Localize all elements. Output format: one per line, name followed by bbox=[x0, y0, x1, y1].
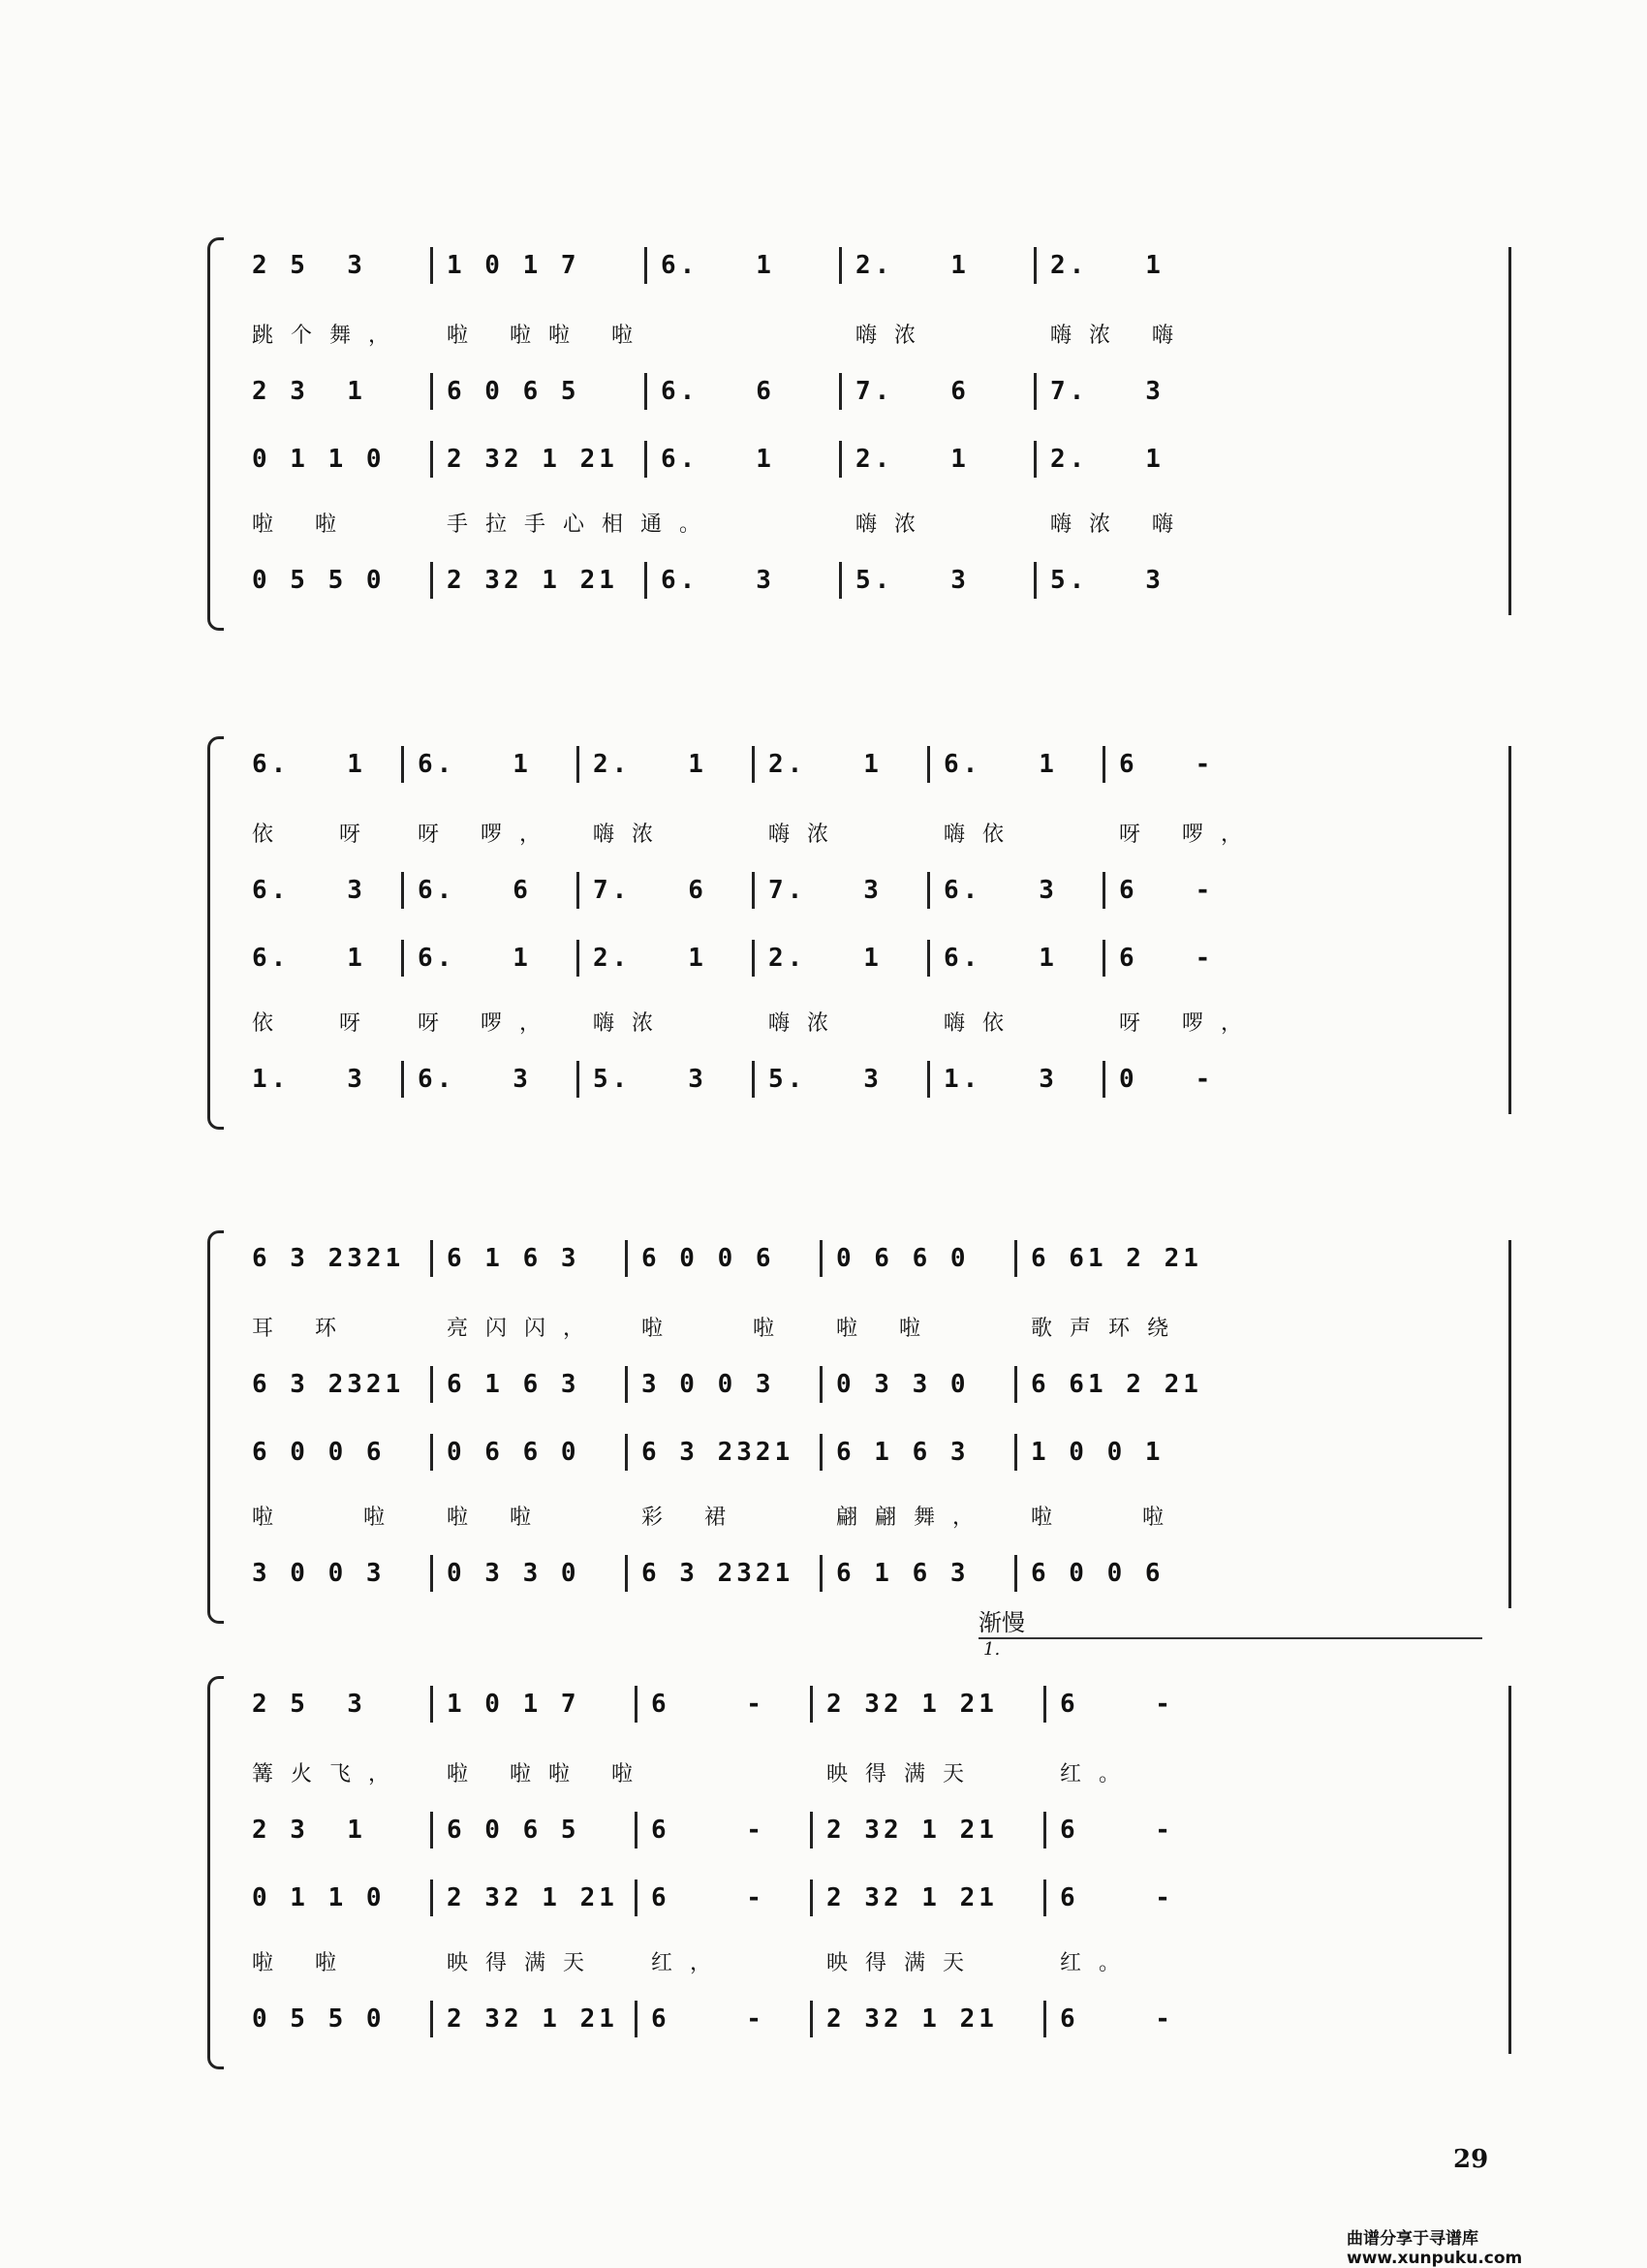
lyrics-row bbox=[252, 1754, 1482, 1790]
score-system bbox=[213, 247, 1482, 644]
lyrics-row bbox=[252, 1497, 1482, 1534]
measure-notes: 2. 1 bbox=[768, 944, 883, 973]
barline bbox=[752, 746, 755, 783]
measure-notes: 5. 3 bbox=[855, 566, 970, 595]
measure-notes: 6. 1 bbox=[661, 251, 775, 280]
measure-notes: 1. 3 bbox=[944, 1065, 1058, 1094]
barline bbox=[1034, 441, 1037, 478]
notation-row bbox=[252, 872, 1482, 909]
barline bbox=[625, 1366, 628, 1403]
measure-notes: 6 - bbox=[1119, 944, 1215, 973]
system-brace bbox=[207, 237, 224, 631]
barline bbox=[430, 1686, 433, 1723]
measure-notes: 7. 3 bbox=[768, 876, 883, 905]
measure-notes: 7. 6 bbox=[593, 876, 707, 905]
measure-notes: 5. 3 bbox=[768, 1065, 883, 1094]
barline bbox=[401, 1061, 404, 1098]
lyrics-row bbox=[252, 1308, 1482, 1345]
barline bbox=[839, 562, 842, 599]
measure-notes: 6 0 0 6 bbox=[252, 1438, 386, 1467]
measure-notes: 7. 6 bbox=[855, 377, 970, 406]
barline bbox=[576, 1061, 579, 1098]
measure-lyrics: 嗨浓 bbox=[768, 822, 847, 847]
measure-lyrics: 啦 啦啦 啦 bbox=[447, 323, 650, 348]
barline bbox=[430, 373, 433, 410]
barline bbox=[1034, 247, 1037, 284]
measure-notes: 6 - bbox=[1060, 1883, 1174, 1912]
measure-lyrics: 手拉手心相通。 bbox=[447, 512, 719, 537]
measure-lyrics: 嗨浓 bbox=[855, 512, 934, 537]
measure-notes: 2. 1 bbox=[768, 750, 883, 779]
measure-notes: 6 - bbox=[651, 1690, 765, 1719]
barline bbox=[644, 562, 647, 599]
measure-notes: 0 1 1 0 bbox=[252, 1883, 386, 1912]
lyrics-row bbox=[252, 315, 1482, 352]
measure-lyrics: 歌声环绕 bbox=[1031, 1316, 1187, 1341]
barline bbox=[752, 940, 755, 977]
barline bbox=[1014, 1366, 1017, 1403]
measure-notes: 6 - bbox=[1119, 876, 1215, 905]
barline bbox=[635, 1880, 637, 1916]
barline bbox=[635, 1686, 637, 1723]
measure-notes: 6 1 6 3 bbox=[836, 1559, 970, 1588]
final-barline bbox=[1508, 247, 1511, 615]
notation-row bbox=[252, 1812, 1482, 1849]
measure-notes: 6. 3 bbox=[418, 1065, 532, 1094]
measure-notes: 6 3 2321 bbox=[252, 1370, 405, 1399]
measure-notes: 6. 1 bbox=[418, 944, 532, 973]
measure-lyrics: 映得满天 bbox=[826, 1950, 982, 1975]
barline bbox=[625, 1240, 628, 1277]
barline bbox=[576, 746, 579, 783]
measure-lyrics: 嗨浓 嗨 bbox=[1050, 512, 1191, 537]
barline bbox=[810, 1880, 813, 1916]
barline bbox=[644, 373, 647, 410]
measure-notes: 5. 3 bbox=[593, 1065, 707, 1094]
measure-lyrics: 嗨依 bbox=[944, 1010, 1022, 1036]
measure-notes: 2 5 3 bbox=[252, 251, 366, 280]
measure-notes: 2 32 1 21 bbox=[826, 2004, 998, 2034]
measure-lyrics: 呀 啰， bbox=[418, 1010, 558, 1036]
barline bbox=[1043, 2001, 1046, 2037]
barline bbox=[401, 746, 404, 783]
measure-notes: 0 5 5 0 bbox=[252, 566, 386, 595]
lyrics-row bbox=[252, 1942, 1482, 1979]
barline bbox=[576, 940, 579, 977]
measure-notes: 5. 3 bbox=[1050, 566, 1165, 595]
lyrics-row bbox=[252, 504, 1482, 541]
measure-notes: 6 - bbox=[1119, 750, 1215, 779]
barline bbox=[927, 1061, 930, 1098]
measure-notes: 6. 6 bbox=[661, 377, 775, 406]
measure-lyrics: 红。 bbox=[1060, 1761, 1138, 1786]
measure-notes: 7. 3 bbox=[1050, 377, 1165, 406]
barline bbox=[430, 1880, 433, 1916]
measure-lyrics: 啦 啦啦 啦 bbox=[447, 1761, 650, 1786]
measure-lyrics: 依 呀 bbox=[252, 1010, 378, 1036]
notation-row bbox=[252, 1366, 1482, 1403]
measure-notes: 0 3 3 0 bbox=[836, 1370, 970, 1399]
barline bbox=[927, 746, 930, 783]
final-barline bbox=[1508, 1686, 1511, 2054]
score-system bbox=[213, 1240, 1482, 1637]
barline bbox=[839, 373, 842, 410]
barline bbox=[752, 872, 755, 909]
barline bbox=[1014, 1555, 1017, 1592]
measure-notes: 6. 3 bbox=[661, 566, 775, 595]
footer-watermark: 曲谱分享于寻谱库 www.xunpuku.com bbox=[1347, 2229, 1523, 2268]
measure-notes: 1 0 1 7 bbox=[447, 251, 580, 280]
measure-notes: 6 3 2321 bbox=[641, 1438, 794, 1467]
barline bbox=[1034, 562, 1037, 599]
measure-lyrics: 篝火飞， bbox=[252, 1761, 408, 1786]
notation-row bbox=[252, 2001, 1482, 2037]
system-brace bbox=[207, 1676, 224, 2069]
measure-lyrics: 啦 啦 bbox=[252, 1505, 402, 1530]
barline bbox=[927, 940, 930, 977]
measure-notes: 2 32 1 21 bbox=[826, 1816, 998, 1845]
measure-notes: 6. 3 bbox=[944, 876, 1058, 905]
measure-notes: 1 0 1 7 bbox=[447, 1690, 580, 1719]
barline bbox=[1043, 1812, 1046, 1849]
barline bbox=[430, 441, 433, 478]
notation-row bbox=[252, 940, 1482, 977]
barline bbox=[644, 441, 647, 478]
measure-lyrics: 亮闪闪， bbox=[447, 1316, 603, 1341]
measure-lyrics: 啦 啦 bbox=[641, 1316, 792, 1341]
final-barline bbox=[1508, 1240, 1511, 1608]
measure-notes: 6. 1 bbox=[252, 750, 366, 779]
barline bbox=[810, 2001, 813, 2037]
measure-notes: 6 0 6 5 bbox=[447, 1816, 580, 1845]
barline bbox=[430, 1555, 433, 1592]
measure-notes: 2. 1 bbox=[593, 944, 707, 973]
measure-notes: 6 - bbox=[651, 1883, 765, 1912]
measure-lyrics: 呀 啰， bbox=[1119, 1010, 1259, 1036]
barline bbox=[625, 1434, 628, 1471]
measure-lyrics: 嗨浓 bbox=[593, 822, 671, 847]
measure-lyrics: 啦 啦 bbox=[836, 1316, 938, 1341]
notation-row bbox=[252, 1880, 1482, 1916]
measure-notes: 2 32 1 21 bbox=[826, 1690, 998, 1719]
measure-notes: 2. 1 bbox=[1050, 251, 1165, 280]
measure-notes: 6 0 0 6 bbox=[641, 1244, 775, 1273]
measure-lyrics: 跳个舞， bbox=[252, 323, 408, 348]
measure-lyrics: 耳 环 bbox=[252, 1316, 354, 1341]
measure-notes: 1 0 0 1 bbox=[1031, 1438, 1165, 1467]
barline bbox=[1103, 872, 1105, 909]
barline bbox=[430, 247, 433, 284]
barline bbox=[625, 1555, 628, 1592]
measure-lyrics: 彩 裙 bbox=[641, 1505, 743, 1530]
measure-notes: 0 1 1 0 bbox=[252, 445, 386, 474]
measure-notes: 6. 3 bbox=[252, 876, 366, 905]
measure-lyrics: 红。 bbox=[1060, 1950, 1138, 1975]
measure-notes: 6. 6 bbox=[418, 876, 532, 905]
measure-notes: 6 - bbox=[651, 1816, 765, 1845]
barline bbox=[430, 1366, 433, 1403]
barline bbox=[576, 872, 579, 909]
barline bbox=[1103, 746, 1105, 783]
system-brace bbox=[207, 736, 224, 1130]
measure-lyrics: 呀 啰， bbox=[1119, 822, 1259, 847]
barline bbox=[430, 1434, 433, 1471]
measure-notes: 6. 1 bbox=[252, 944, 366, 973]
notation-row bbox=[252, 562, 1482, 599]
measure-notes: 6 0 6 5 bbox=[447, 377, 580, 406]
measure-notes: 0 6 6 0 bbox=[836, 1244, 970, 1273]
measure-notes: 3 0 0 3 bbox=[641, 1370, 775, 1399]
notation-row bbox=[252, 1434, 1482, 1471]
measure-lyrics: 嗨依 bbox=[944, 822, 1022, 847]
barline bbox=[644, 247, 647, 284]
system-brace bbox=[207, 1230, 224, 1624]
measure-lyrics: 啦 啦 bbox=[1031, 1505, 1181, 1530]
measure-lyrics: 红， bbox=[651, 1950, 730, 1975]
measure-lyrics: 映得满天 bbox=[826, 1761, 982, 1786]
measure-notes: 3 0 0 3 bbox=[252, 1559, 386, 1588]
measure-notes: 6 61 2 21 bbox=[1031, 1370, 1202, 1399]
notation-row bbox=[252, 247, 1482, 284]
barline bbox=[839, 247, 842, 284]
tempo-marking: 渐慢 bbox=[979, 1609, 1025, 1636]
barline bbox=[1014, 1240, 1017, 1277]
lyrics-row bbox=[252, 814, 1482, 851]
measure-lyrics: 映得满天 bbox=[447, 1950, 603, 1975]
notation-row bbox=[252, 441, 1482, 478]
barline bbox=[810, 1812, 813, 1849]
measure-notes: 2 3 1 bbox=[252, 1816, 366, 1845]
measure-notes: 2 32 1 21 bbox=[447, 1883, 618, 1912]
notation-row bbox=[252, 746, 1482, 783]
measure-notes: 2. 1 bbox=[855, 445, 970, 474]
barline bbox=[401, 940, 404, 977]
lyrics-row bbox=[252, 1003, 1482, 1040]
measure-notes: 2 32 1 21 bbox=[447, 2004, 618, 2034]
final-barline bbox=[1508, 746, 1511, 1114]
barline bbox=[1103, 1061, 1105, 1098]
page-number: 29 bbox=[1453, 2145, 1489, 2174]
score-system bbox=[213, 746, 1482, 1143]
measure-notes: 6 1 6 3 bbox=[447, 1370, 580, 1399]
measure-notes: 2. 1 bbox=[593, 750, 707, 779]
measure-notes: 6. 1 bbox=[661, 445, 775, 474]
measure-notes: 6 61 2 21 bbox=[1031, 1244, 1202, 1273]
measure-lyrics: 啦 啦 bbox=[252, 1950, 354, 1975]
barline bbox=[752, 1061, 755, 1098]
barline bbox=[430, 562, 433, 599]
notation-row bbox=[252, 1686, 1482, 1723]
measure-notes: 0 3 3 0 bbox=[447, 1559, 580, 1588]
measure-lyrics: 翩翩舞， bbox=[836, 1505, 992, 1530]
measure-notes: 2 5 3 bbox=[252, 1690, 366, 1719]
measure-notes: 2. 1 bbox=[1050, 445, 1165, 474]
barline bbox=[635, 2001, 637, 2037]
measure-lyrics: 嗨浓 bbox=[593, 1010, 671, 1036]
measure-notes: 6 - bbox=[1060, 1816, 1174, 1845]
barline bbox=[1043, 1880, 1046, 1916]
measure-notes: 6 - bbox=[1060, 1690, 1174, 1719]
measure-notes: 6 - bbox=[1060, 2004, 1174, 2034]
measure-lyrics: 呀 啰， bbox=[418, 822, 558, 847]
barline bbox=[820, 1366, 823, 1403]
measure-notes: 6 1 6 3 bbox=[836, 1438, 970, 1467]
notation-row bbox=[252, 1240, 1482, 1277]
barline bbox=[820, 1240, 823, 1277]
barline bbox=[820, 1434, 823, 1471]
measure-notes: 2 32 1 21 bbox=[826, 1883, 998, 1912]
barline bbox=[430, 1240, 433, 1277]
measure-notes: 2 3 1 bbox=[252, 377, 366, 406]
barline bbox=[430, 2001, 433, 2037]
measure-notes: 6. 1 bbox=[944, 750, 1058, 779]
measure-notes: 6 3 2321 bbox=[641, 1559, 794, 1588]
notation-row bbox=[252, 373, 1482, 410]
measure-notes: 6 - bbox=[651, 2004, 765, 2034]
notation-row bbox=[252, 1555, 1482, 1592]
barline bbox=[1103, 940, 1105, 977]
measure-lyrics: 嗨浓 bbox=[855, 323, 934, 348]
measure-notes: 0 5 5 0 bbox=[252, 2004, 386, 2034]
notation-row bbox=[252, 1061, 1482, 1098]
barline bbox=[810, 1686, 813, 1723]
volta-bracket bbox=[979, 1637, 1482, 1639]
measure-notes: 0 - bbox=[1119, 1065, 1215, 1094]
barline bbox=[1034, 373, 1037, 410]
measure-lyrics: 依 呀 bbox=[252, 822, 378, 847]
volta-number: 1. bbox=[983, 1639, 1001, 1660]
barline bbox=[820, 1555, 823, 1592]
measure-lyrics: 啦 啦 bbox=[252, 512, 354, 537]
measure-notes: 0 6 6 0 bbox=[447, 1438, 580, 1467]
measure-notes: 6. 1 bbox=[418, 750, 532, 779]
measure-notes: 6 3 2321 bbox=[252, 1244, 405, 1273]
measure-notes: 2 32 1 21 bbox=[447, 566, 618, 595]
measure-lyrics: 啦 啦 bbox=[447, 1505, 548, 1530]
barline bbox=[839, 441, 842, 478]
barline bbox=[1014, 1434, 1017, 1471]
barline bbox=[635, 1812, 637, 1849]
barline bbox=[1043, 1686, 1046, 1723]
score-system bbox=[213, 1609, 1482, 2083]
measure-notes: 2 32 1 21 bbox=[447, 445, 618, 474]
measure-lyrics: 嗨浓 bbox=[768, 1010, 847, 1036]
measure-notes: 6 1 6 3 bbox=[447, 1244, 580, 1273]
barline bbox=[927, 872, 930, 909]
measure-notes: 6 0 0 6 bbox=[1031, 1559, 1165, 1588]
measure-notes: 6. 1 bbox=[944, 944, 1058, 973]
measure-notes: 2. 1 bbox=[855, 251, 970, 280]
barline bbox=[401, 872, 404, 909]
barline bbox=[430, 1812, 433, 1849]
measure-notes: 1. 3 bbox=[252, 1065, 366, 1094]
measure-lyrics: 嗨浓 嗨 bbox=[1050, 323, 1191, 348]
